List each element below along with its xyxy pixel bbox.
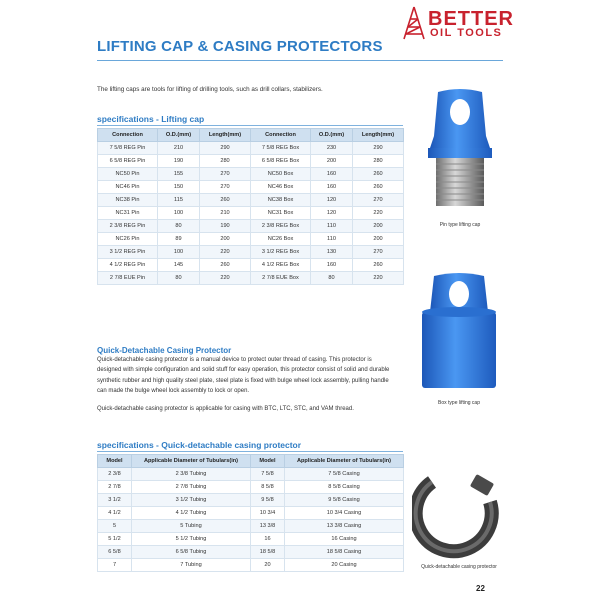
column-header: Model — [251, 455, 285, 468]
column-header: Connection — [98, 129, 158, 142]
table-cell: 13 3/8 — [251, 520, 285, 533]
table-cell: 155 — [158, 168, 200, 181]
column-header: Length(mm) — [353, 129, 404, 142]
table-cell: 3 1/2 REG Pin — [98, 246, 158, 259]
table-cell: 16 — [251, 533, 285, 546]
table-cell: 5 1/2 Tubing — [132, 533, 251, 546]
table-row — [98, 494, 404, 507]
table-cell: 100 — [158, 246, 200, 259]
pin-cap-caption: Pin type lifting cap — [439, 222, 481, 228]
table-cell: 190 — [158, 155, 200, 168]
box-cap-caption: Box type lifting cap — [438, 400, 480, 406]
table-cell: 5 Tubing — [132, 520, 251, 533]
table-cell: 7 5/8 REG Box — [251, 142, 311, 155]
pin-lifting-cap-image — [414, 88, 506, 212]
table-cell: 200 — [353, 233, 404, 246]
table-cell: 200 — [200, 233, 251, 246]
table-cell: 10 3/4 Casing — [285, 507, 404, 520]
quick-detachable-spec-heading: specifications - Quick-detachable casing protector — [97, 440, 302, 450]
table-cell: 230 — [311, 142, 353, 155]
table-cell: 18 5/8 Casing — [285, 546, 404, 559]
quick-detachable-divider — [97, 451, 403, 452]
table-cell: 6 5/8 Tubing — [132, 546, 251, 559]
table-cell: 160 — [311, 181, 353, 194]
table-cell: 290 — [200, 142, 251, 155]
table-cell: 7 5/8 REG Pin — [98, 142, 158, 155]
brand-name: BETTER — [428, 8, 514, 30]
column-header: Model — [98, 455, 132, 468]
table-cell: 4 1/2 REG Box — [251, 259, 311, 272]
intro-text: The lifting caps are tools for lifting of drilling tools, such as drill collars, stabilizers. — [97, 86, 323, 93]
table-header-row — [98, 455, 404, 468]
table-cell: 280 — [353, 155, 404, 168]
table-cell: NC31 Pin — [98, 207, 158, 220]
table-cell: 2 7/8 — [98, 481, 132, 494]
table-cell: 220 — [200, 246, 251, 259]
table-cell: 120 — [311, 207, 353, 220]
table-cell: 7 5/8 — [251, 468, 285, 481]
table-cell: 5 — [98, 520, 132, 533]
table-cell: 4 1/2 Tubing — [132, 507, 251, 520]
table-cell: 13 3/8 Casing — [285, 520, 404, 533]
table-cell: 80 — [311, 272, 353, 285]
table-cell: 220 — [353, 207, 404, 220]
table-cell: 16 Casing — [285, 533, 404, 546]
table-row — [98, 246, 404, 259]
table-row — [98, 272, 404, 285]
column-header: Length(mm) — [200, 129, 251, 142]
table-cell: 260 — [200, 259, 251, 272]
table-cell: NC50 Box — [251, 168, 311, 181]
table-cell: NC50 Pin — [98, 168, 158, 181]
lifting-cap-table — [97, 128, 404, 285]
table-cell: NC31 Box — [251, 207, 311, 220]
table-cell: NC38 Pin — [98, 194, 158, 207]
table-cell: 270 — [200, 181, 251, 194]
table-row — [98, 259, 404, 272]
lifting-cap-heading: specifications - Lifting cap — [97, 114, 205, 124]
column-header: Connection — [251, 129, 311, 142]
table-row — [98, 155, 404, 168]
table-cell: 260 — [353, 259, 404, 272]
table-cell: 280 — [200, 155, 251, 168]
column-header: O.D.(mm) — [311, 129, 353, 142]
table-row — [98, 507, 404, 520]
lifting-cap-divider — [97, 125, 403, 126]
table-cell: 6 5/8 — [98, 546, 132, 559]
title-divider — [97, 60, 503, 61]
table-cell: 3 1/2 — [98, 494, 132, 507]
table-row — [98, 520, 404, 533]
table-cell: 2 7/8 EUE Pin — [98, 272, 158, 285]
table-cell: 6 5/8 REG Pin — [98, 155, 158, 168]
table-row — [98, 142, 404, 155]
table-row — [98, 481, 404, 494]
table-cell: NC26 Pin — [98, 233, 158, 246]
table-cell: 200 — [311, 155, 353, 168]
table-row — [98, 559, 404, 572]
table-cell: 115 — [158, 194, 200, 207]
table-cell: 20 Casing — [285, 559, 404, 572]
column-header: Applicable Diameter of Tubulars(in) — [132, 455, 251, 468]
table-cell: 3 1/2 REG Box — [251, 246, 311, 259]
table-cell: 190 — [200, 220, 251, 233]
quick-detachable-heading: Quick-Detachable Casing Protector — [97, 346, 232, 355]
table-cell: 2 3/8 Tubing — [132, 468, 251, 481]
table-cell: 160 — [311, 168, 353, 181]
table-cell: 210 — [200, 207, 251, 220]
quick-detachable-protector-image — [412, 462, 506, 560]
table-cell: 120 — [311, 194, 353, 207]
table-cell: 20 — [251, 559, 285, 572]
table-cell: 9 5/8 Casing — [285, 494, 404, 507]
table-cell: 100 — [158, 207, 200, 220]
table-cell: 260 — [353, 181, 404, 194]
table-cell: 2 7/8 Tubing — [132, 481, 251, 494]
table-cell: 200 — [353, 220, 404, 233]
column-header: O.D.(mm) — [158, 129, 200, 142]
table-cell: 3 1/2 Tubing — [132, 494, 251, 507]
table-cell: 260 — [353, 168, 404, 181]
table-cell: 290 — [353, 142, 404, 155]
table-cell: 2 3/8 REG Pin — [98, 220, 158, 233]
table-cell: 8 5/8 Casing — [285, 481, 404, 494]
table-cell: 80 — [158, 220, 200, 233]
table-row — [98, 207, 404, 220]
table-row — [98, 168, 404, 181]
table-cell: 9 5/8 — [251, 494, 285, 507]
table-cell: 130 — [311, 246, 353, 259]
table-cell: 210 — [158, 142, 200, 155]
table-row — [98, 194, 404, 207]
table-cell: 5 1/2 — [98, 533, 132, 546]
brand-logo — [398, 6, 588, 40]
box-lifting-cap-image — [412, 272, 506, 394]
table-cell: NC46 Box — [251, 181, 311, 194]
table-cell: 110 — [311, 220, 353, 233]
table-cell: 270 — [353, 194, 404, 207]
table-cell: 7 Tubing — [132, 559, 251, 572]
table-cell: 80 — [158, 272, 200, 285]
table-cell: 7 5/8 Casing — [285, 468, 404, 481]
table-row — [98, 181, 404, 194]
table-cell: 160 — [311, 259, 353, 272]
table-cell: 4 1/2 REG Pin — [98, 259, 158, 272]
table-row — [98, 468, 404, 481]
column-header: Applicable Diameter of Tubulars(in) — [285, 455, 404, 468]
brand-subtitle: OIL TOOLS — [430, 27, 503, 39]
table-cell: 110 — [311, 233, 353, 246]
page-number: 22 — [476, 584, 485, 593]
table-cell: 270 — [200, 168, 251, 181]
table-cell: 2 7/8 EUE Box — [251, 272, 311, 285]
quick-detachable-caption: Quick-detachable casing protector — [421, 564, 497, 570]
table-cell: 8 5/8 — [251, 481, 285, 494]
table-header-row — [98, 129, 404, 142]
table-cell: 220 — [200, 272, 251, 285]
table-cell: NC46 Pin — [98, 181, 158, 194]
table-cell: 145 — [158, 259, 200, 272]
table-cell: 150 — [158, 181, 200, 194]
table-cell: 270 — [353, 246, 404, 259]
table-row — [98, 533, 404, 546]
table-cell: 7 — [98, 559, 132, 572]
table-cell: 6 5/8 REG Box — [251, 155, 311, 168]
table-cell: 10 3/4 — [251, 507, 285, 520]
table-row — [98, 220, 404, 233]
table-cell: 2 3/8 REG Box — [251, 220, 311, 233]
table-cell: NC26 Box — [251, 233, 311, 246]
table-cell: 2 3/8 — [98, 468, 132, 481]
table-cell: 220 — [353, 272, 404, 285]
page-title: LIFTING CAP & CASING PROTECTORS — [97, 38, 383, 55]
derrick-icon — [400, 6, 428, 40]
table-cell: NC38 Box — [251, 194, 311, 207]
table-row — [98, 233, 404, 246]
table-row — [98, 546, 404, 559]
table-cell: 260 — [200, 194, 251, 207]
table-cell: 89 — [158, 233, 200, 246]
table-cell: 18 5/8 — [251, 546, 285, 559]
quick-detachable-description: Quick-detachable casing protector is a manual device to protect outer thread of casing. This protector is designed with simple configuration and solid stuff for easy operation, this protector consist of solid and durable synthetic rubber and high quality steel plate, steel plate is fixed with bulge wheel lock assembly, pulling handle can made the bulge wheel lock assembly to lock or open. — [97, 357, 390, 395]
table-cell: 4 1/2 — [98, 507, 132, 520]
quick-detachable-applicability: Quick-detachable casing protector is applicable for casing with BTC, LTC, STC, and VAM thread. — [97, 406, 354, 412]
quick-detachable-table — [97, 454, 404, 572]
